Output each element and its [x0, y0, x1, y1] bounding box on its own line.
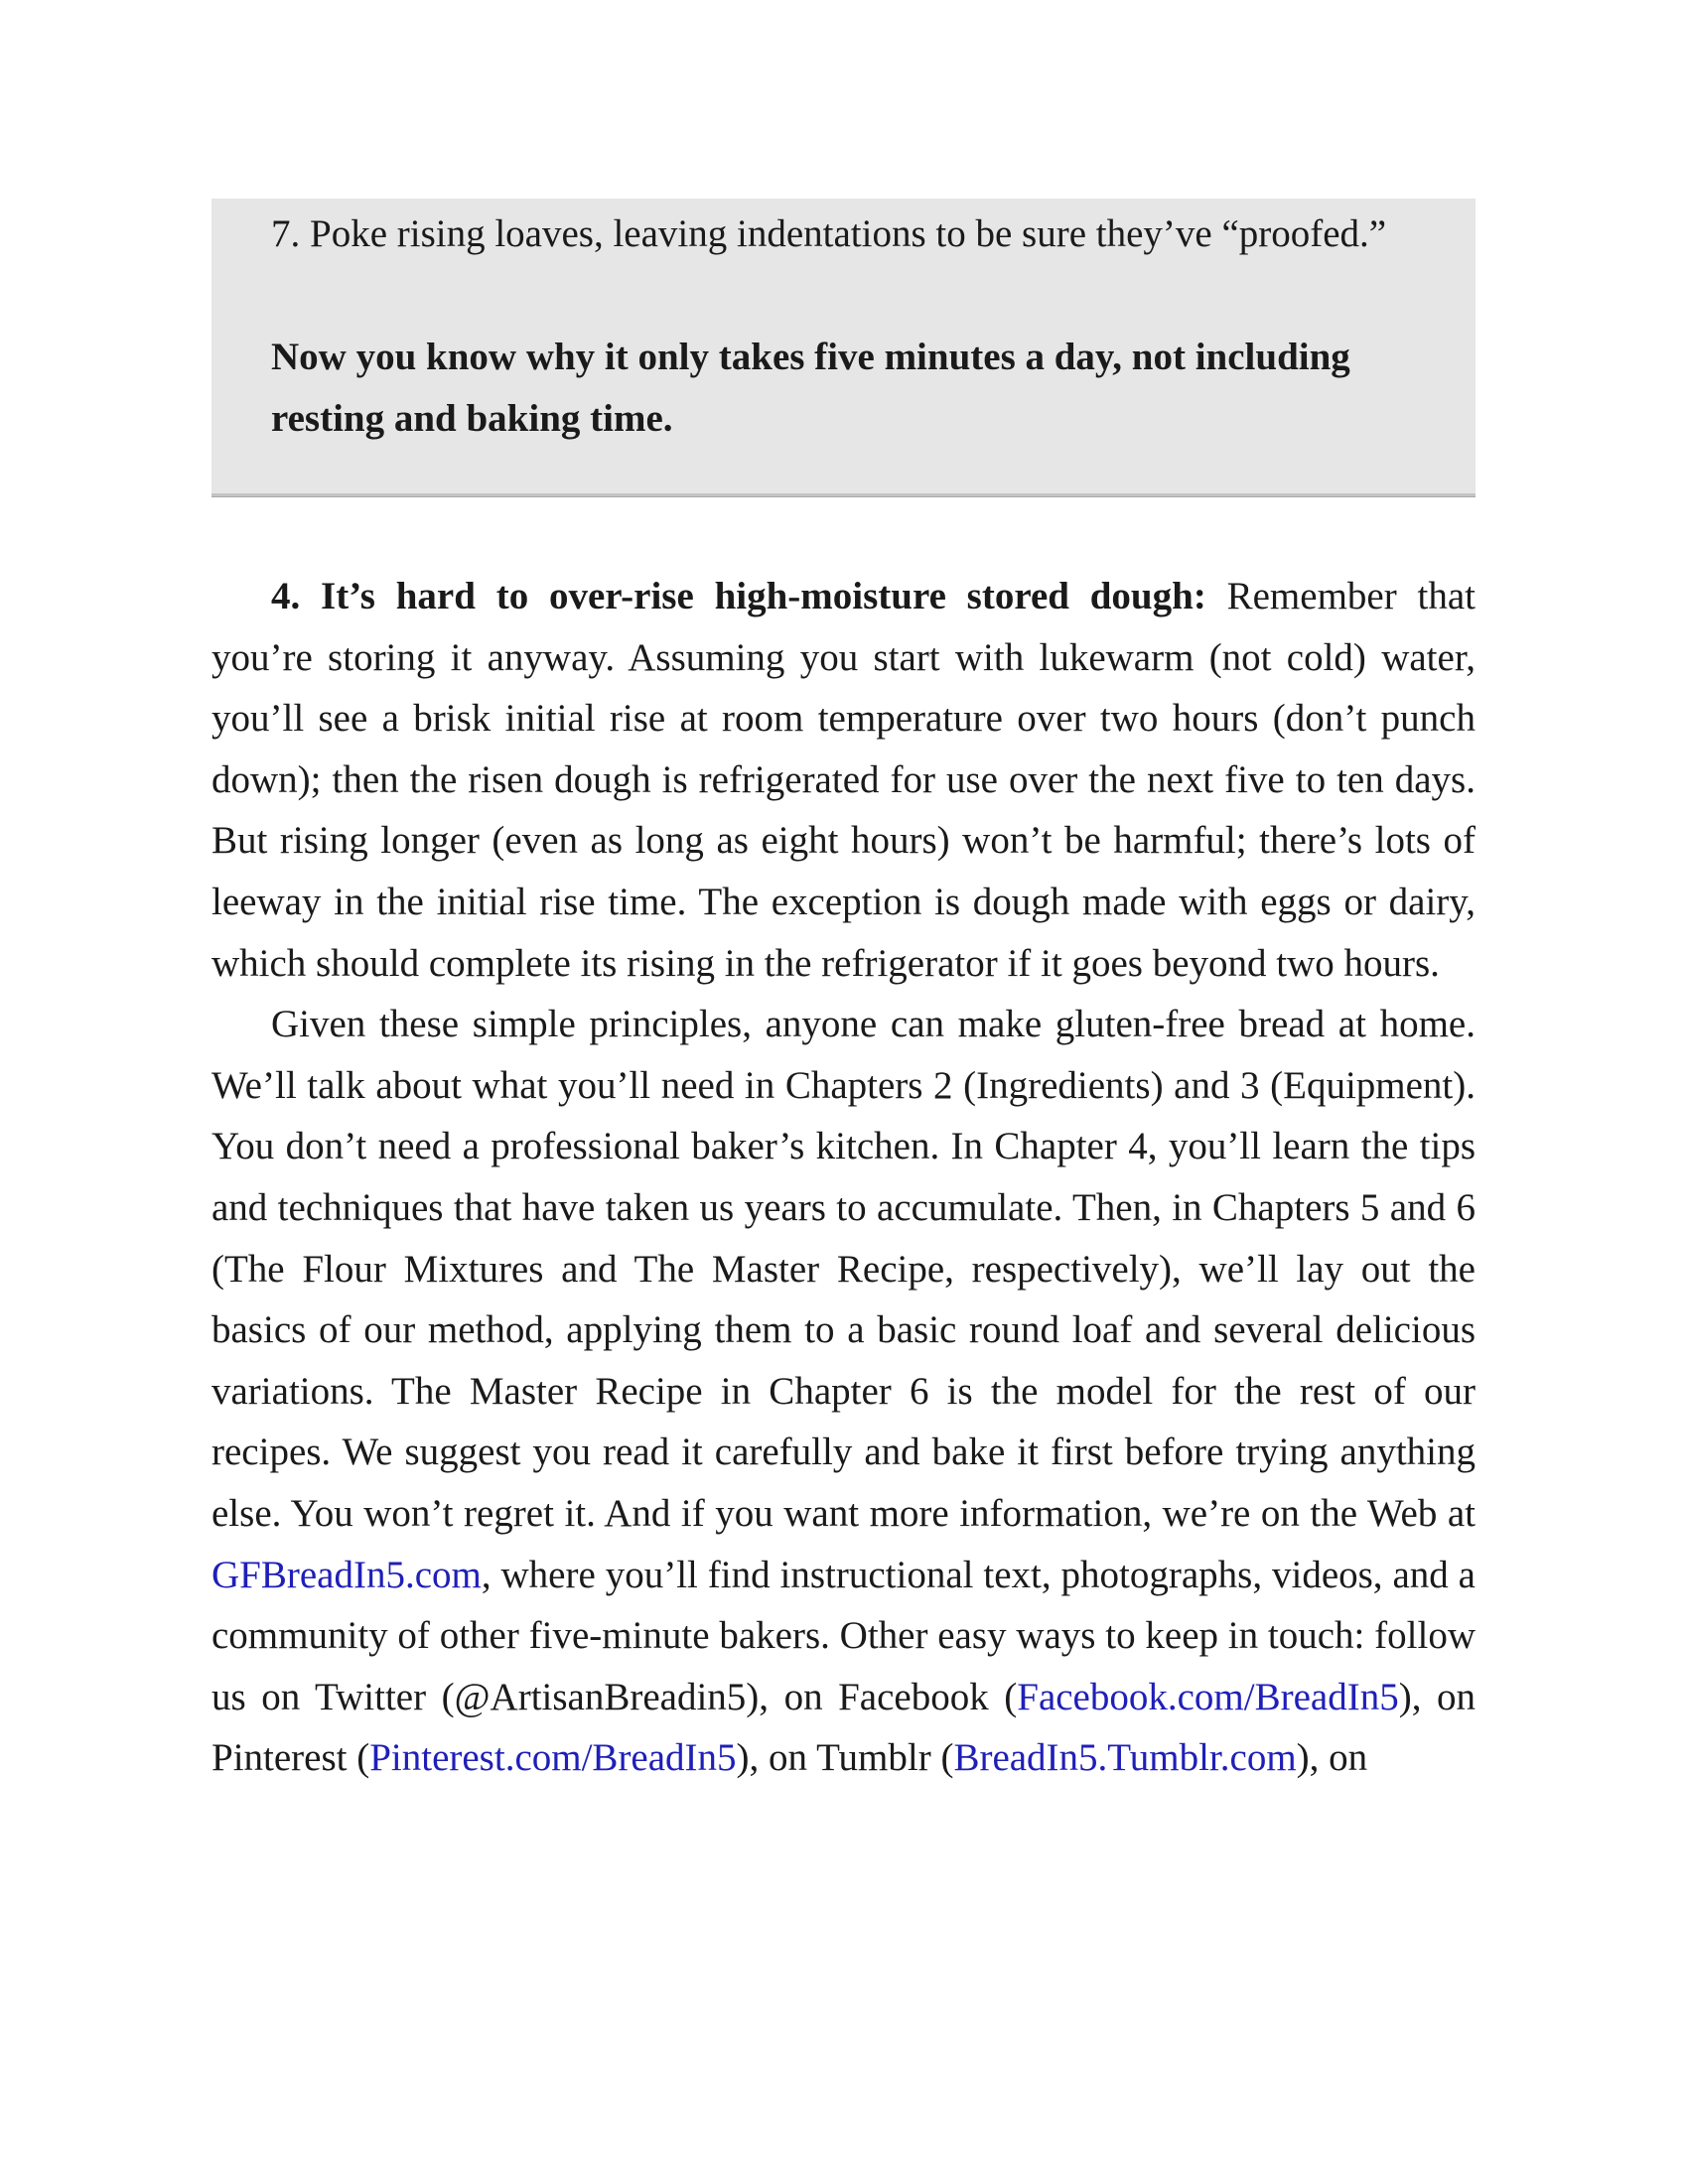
- paragraph-text-2: , where you’ll find instructional text, photographs, videos, and a community of other five-minute bakers. Other easy ways to keep in touch: follow us on Twitter (@ArtisanBreadin5), on Facebook (: [211, 1553, 1476, 1718]
- principle-4-text: Remember that you’re storing it anyway. Assuming you start with lukewarm (not cold) water, you’ll see a brisk initial rise at room temperature over two hours (don’t punch down); then the risen dough is refrigerated for use over the next five to ten days. But rising longer (even as long as eight hours) won’t be harmful; there’s lots of leeway in the initial rise time. The exception is dough made with eggs or dairy, which should complete its rising in the refrigerator if it goes beyond two hours.: [211, 575, 1476, 985]
- paragraph-text-3: ), on Pinterest (: [211, 1675, 1476, 1780]
- page-content: [211, 199, 1476, 1789]
- sidebar-box: [211, 199, 1476, 496]
- intro-paragraph: [211, 994, 1476, 1789]
- pinterest-link[interactable]: Pinterest.com/BreadIn5: [369, 1736, 737, 1780]
- paragraph-text-4: ), on Tumblr (: [736, 1736, 954, 1780]
- principle-4-heading: 4. It’s hard to over-rise high-moisture stored dough:: [271, 575, 1206, 617]
- website-link[interactable]: GFBreadIn5.com: [211, 1553, 482, 1596]
- body-text: [211, 566, 1476, 1789]
- sidebar-conclusion: Now you know why it only takes five minutes a day, not including resting and baking time.: [271, 336, 1350, 440]
- principle-4-paragraph: [211, 566, 1476, 994]
- paragraph-text-5: ), on: [1296, 1736, 1368, 1780]
- tumblr-link[interactable]: BreadIn5.Tumblr.com: [953, 1736, 1297, 1780]
- sidebar-spacer: [271, 265, 1416, 327]
- sidebar-step-7: 7. Poke rising loaves, leaving indentations to be sure they’ve “proofed.”: [271, 212, 1387, 255]
- paragraph-text-1: Given these simple principles, anyone can make gluten-free bread at home. We’ll talk about what you’ll need in Chapters 2 (Ingredients) and 3 (Equipment). You don’t need a professional baker’s kitchen. In Chapter 4, you’ll learn the tips and techniques that have taken us years to accumulate. Then, in Chapters 5 and 6 (The Flour Mixtures and The Master Recipe, respectively), we’ll lay out the basics of our method, applying them to a basic round loaf and several delicious variations. The Master Recipe in Chapter 6 is the model for the rest of our recipes. We suggest you read it carefully and bake it first before trying anything else. You won’t regret it. And if you want more information, we’re on the Web at: [211, 1003, 1476, 1535]
- facebook-link[interactable]: Facebook.com/BreadIn5: [1017, 1675, 1399, 1718]
